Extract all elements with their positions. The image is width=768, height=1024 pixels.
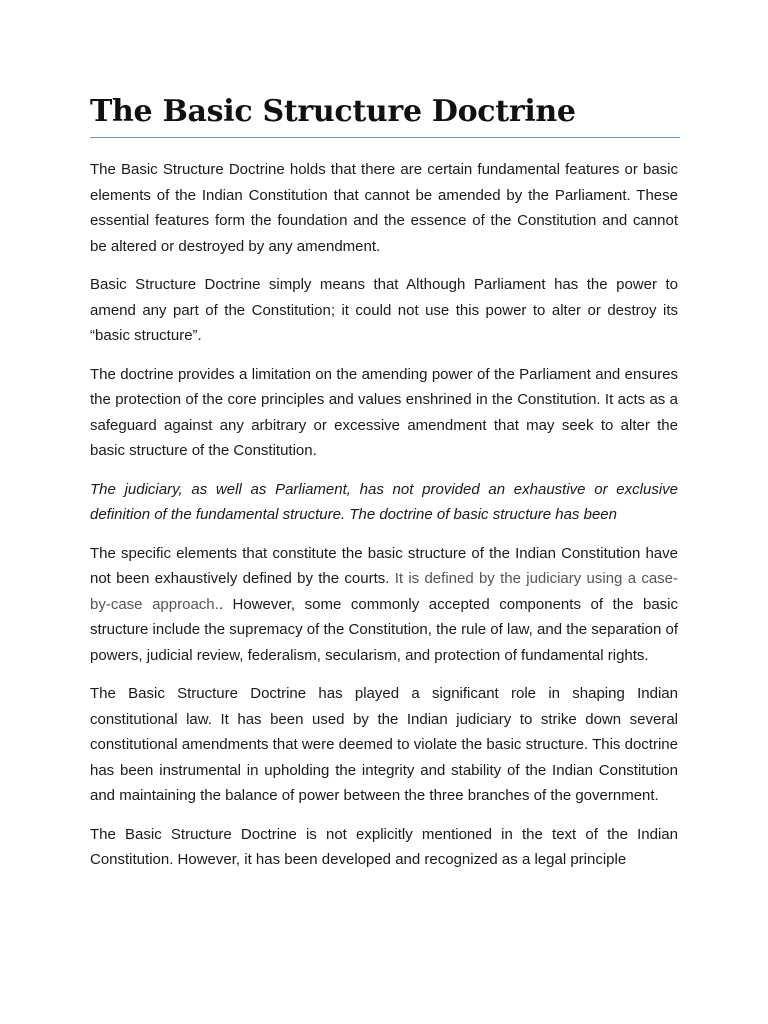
title-underline [90,137,680,138]
paragraph-significance: The Basic Structure Doctrine has played a significant role in shaping Indian constitutional law. It has been used by the Indian judiciary to strike down several constitutional amendments that were deemed to violate the basic structure. This doctrine has been instrumental in upholding the integrity and stability of the Indian Constitution and maintaining the balance of power between the three branches of the government. [90,685,678,804]
paragraph-definition: The Basic Structure Doctrine holds that there are certain fundamental features or basic elements of the Indian Constitution that cannot be amended by the Parliament. These essential features form the foundation and the essence of the Constitution and cannot be altered or destroyed by any amendment. [90,161,678,255]
elements-text-highlight: It is defined by the judiciary using a case-by-case approach. [90,570,678,613]
paragraph-definition-note: The judiciary, as well as Parliament, has not provided an exhaustive or exclusive definition of the fundamental structure. The doctrine of basic structure has been [90,480,678,523]
paragraph-meaning: Basic Structure Doctrine simply means that Although Parliament has the power to amend any part of the Constitution; it could not use this power to alter or destroy its “basic structure”. [90,276,678,344]
paragraph-not-mentioned: The Basic Structure Doctrine is not explicitly mentioned in the text of the Indian Constitution. However, it has been developed and recognized as a legal principle [90,825,678,868]
elements-text-end: . However, some commonly accepted components of the basic structure include the supremacy of the Constitution, the rule of law, and the separation of powers, judicial review, federalism, secularism, and protection of fundamental rights. [90,595,679,664]
paragraph-elements [90,541,678,669]
paragraph-limitation: The doctrine provides a limitation on the amending power of the Parliament and ensures the protection of the core principles and values enshrined in the Constitution. It acts as a safeguard against any arbitrary or excessive amendment that may seek to alter the basic structure of the Constitution. [90,365,678,459]
document-body [90,157,678,886]
elements-text-start: The specific elements that constitute the basic structure of the Indian Constitution have not been exhaustively defined by the courts. [90,544,678,587]
document-title: The Basic Structure Doctrine [90,94,576,129]
